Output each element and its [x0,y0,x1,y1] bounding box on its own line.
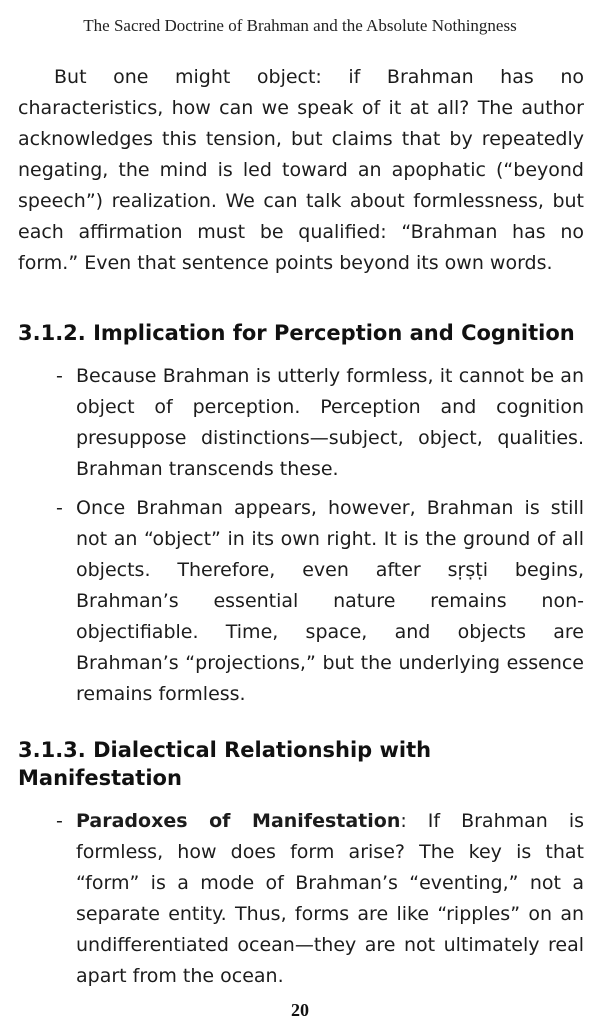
bullet-dash: - [56,497,63,519]
section-3-1-2-list [18,361,584,710]
list-item-term: Paradoxes of Manifestation [76,810,401,832]
list-item-text: Because Brahman is utterly formless, it cannot be an object of perception. Perception and cognition presuppose distinctions—subject, object, qualities. Brahman transcends these. [76,365,584,480]
list-item-text: : If Brahman is formless, how does form arise? The key is that “form” is a mode of Brahman’s “eventing,” not a separate entity. Thus, forms are like “ripples” on an undifferentiated ocean—they are not ultimately real apart from the ocean. [76,810,585,987]
list-item [18,493,584,710]
running-head: The Sacred Doctrine of Brahman and the Absolute Nothingness [83,16,517,35]
bullet-dash: - [56,810,63,832]
bullet-dash: - [56,365,63,387]
section-heading-3-1-3: 3.1.3. Dialectical Relationship with Manifestation [18,738,432,790]
page-number: 20 [291,1000,309,1020]
list-item-text: Once Brahman appears, however, Brahman is still not an “object” in its own right. It is the ground of all objects. Therefore, even after sṛṣṭi begins, Brahman’s essential nature remains non- objectifiable. Time, space, and objects are Brahman’s “projections,” but the underlying essence remains formless. [76,497,584,705]
list-item [18,361,584,485]
section-3-1-3-list [18,806,584,992]
intro-paragraph: But one might object: if Brahman has no characteristics, how can we speak of it at all? The author acknowledges this tension, but claims that by repeatedly negating, the mind is led toward an apophatic (“beyond speech”) realization. We can talk about formlessness, but each affirmation must be qualified: “Brahman has no form.” Even that sentence points beyond its own words. [18,66,584,274]
list-item [18,806,584,992]
page-body [18,62,584,1000]
section-heading-3-1-2: 3.1.2. Implication for Perception and Cognition [18,321,575,345]
